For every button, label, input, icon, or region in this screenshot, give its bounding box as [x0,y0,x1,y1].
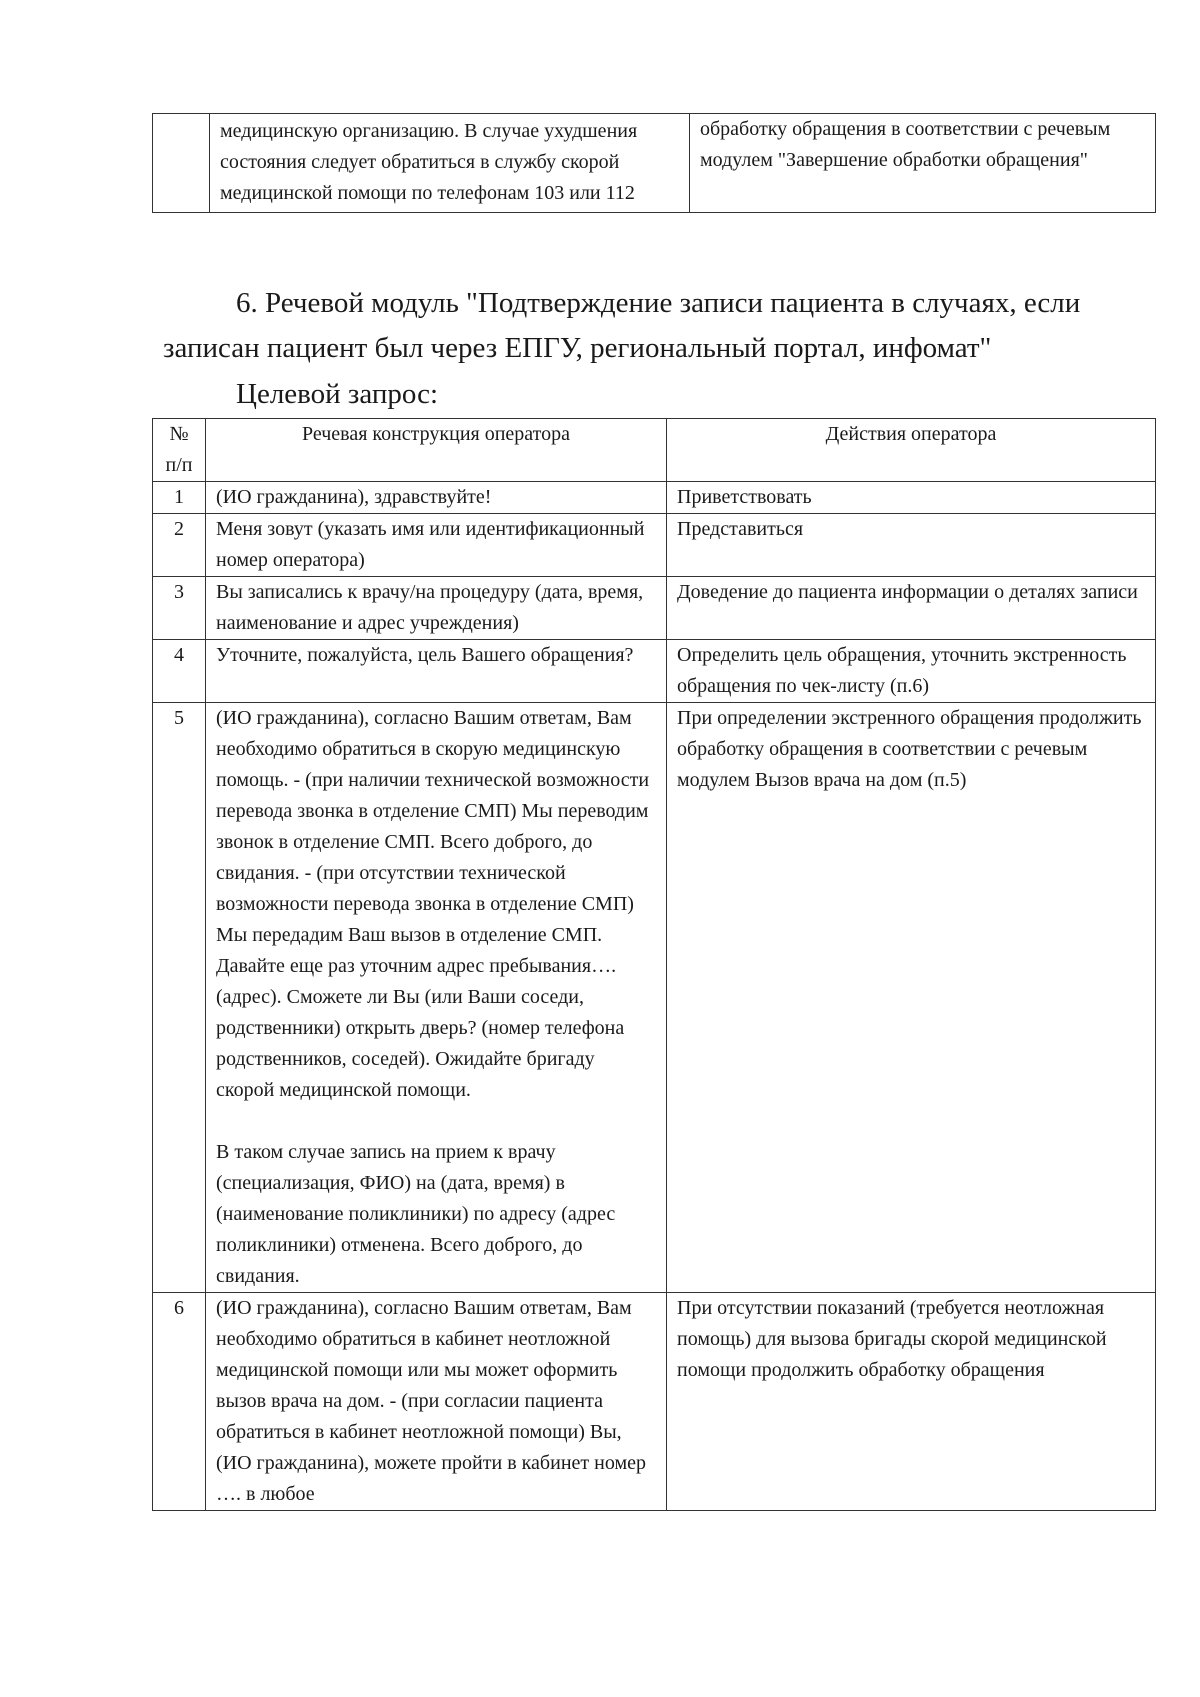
row-number: 1 [174,486,184,508]
action-cell [667,577,1156,640]
table-row [153,577,1156,640]
row-number-cell [153,482,206,514]
section-heading-continued: записан пациент был через ЕПГУ, региональный портал, инфомат" [163,332,992,364]
row-number: 5 [174,707,184,729]
speech-text: Меня зовут (указать имя или идентификационный номер оператора) [216,518,650,571]
table-row [153,114,1156,213]
row-number: 3 [174,581,184,603]
action-text: Определить цель обращения, уточнить экстренность обращения по чек-листу (п.6) [677,644,1132,697]
header-action-text: Действия оператора [825,423,997,445]
speech-text: (ИО гражданина), согласно Вашим ответам, Вам необходимо обратиться в кабинет неотложной медицинской помощи или мы может оформить вызов врача на дом. - (при согласии пациента обратиться в кабинет неотложной помощи) Вы, (ИО гражданина), можете пройти в кабинет номер …. в любое [216,1297,651,1505]
empty-number-cell [153,114,210,213]
row-number: 6 [174,1297,184,1319]
action-cell [667,482,1156,514]
row-number-cell [153,577,206,640]
table-row [153,640,1156,703]
header-action [667,419,1156,482]
header-number-text: № п/п [165,423,193,476]
action-text: При отсутствии показаний (требуется неотложная помощь) для вызова бригады скорой медицинской помощи продолжить обработку обращения [677,1297,1112,1381]
speech-text: (ИО гражданина), согласно Вашим ответам, Вам необходимо обратиться в скорую медицинскую помощь. - (при наличии технической возможности перевода звонка в отделение СМП) Мы переводим звонок в отделение СМП. Всего доброго, до свидания. - (при отсутствии технической возможности перевода звонка в отделение СМП) Мы передадим Ваш вызов в отделение СМП. Давайте еще раз уточним адрес пребывания….(адрес). Сможете ли Вы (или Ваши соседи, родственники) открыть дверь? (номер телефона родственников, соседей). Ожидайте бригаду скорой медицинской помощи. В таком случае запись на прием к врачу (специализация, ФИО) на (дата, время) в (наименование поликлиники) по адресу (адрес поликлиники) отменена. Всего доброго, до свидания. [216,707,650,1287]
speech-cell [206,577,667,640]
action-text: Приветствовать [677,486,812,508]
action-cell [667,1293,1156,1511]
table-row [153,514,1156,577]
speech-cell [206,640,667,703]
table-header-row [153,419,1156,482]
row-number: 2 [174,518,184,540]
table-row [153,482,1156,514]
row-number-cell [153,514,206,577]
action-cell [667,514,1156,577]
speech-text: (ИО гражданина), здравствуйте! [216,486,492,508]
action-text: обработку обращения в соответствии с речевым модулем "Завершение обработки обращения" [700,118,1116,171]
speech-text: Вы записались к врачу/на процедуру (дата, время, наименование и адрес учреждения) [216,581,649,634]
action-text: При определении экстренного обращения продолжить обработку обращения в соответствии с речевым модулем Вызов врача на дом (п.5) [677,707,1147,791]
speech-cell [206,703,667,1293]
speech-cell [206,514,667,577]
row-number: 4 [174,644,184,666]
continued-table [152,113,1156,213]
speech-text: Уточните, пожалуйста, цель Вашего обращения? [216,644,634,666]
table-row [153,703,1156,1293]
subheading: Целевой запрос: [236,378,439,410]
table-row [153,1293,1156,1511]
speech-cell [206,1293,667,1511]
row-number-cell [153,640,206,703]
row-number-cell [153,1293,206,1511]
action-cell [667,640,1156,703]
section-heading: 6. Речевой модуль "Подтверждение записи пациента в случаях, если [236,287,1081,319]
speech-text: медицинскую организацию. В случае ухудшения состояния следует обратиться в службу скорой медицинской помощи по телефонам 103 или 112 [220,120,643,204]
header-speech-text: Речевая конструкция оператора [301,423,571,445]
action-text: Доведение до пациента информации о деталях записи [677,581,1138,603]
header-speech [206,419,667,482]
speech-module-table [152,418,1156,1511]
speech-cell [206,482,667,514]
action-cell [690,114,1156,213]
action-cell [667,703,1156,1293]
row-number-cell [153,703,206,1293]
header-number [153,419,206,482]
action-text: Представиться [677,518,804,540]
speech-cell [210,114,690,213]
